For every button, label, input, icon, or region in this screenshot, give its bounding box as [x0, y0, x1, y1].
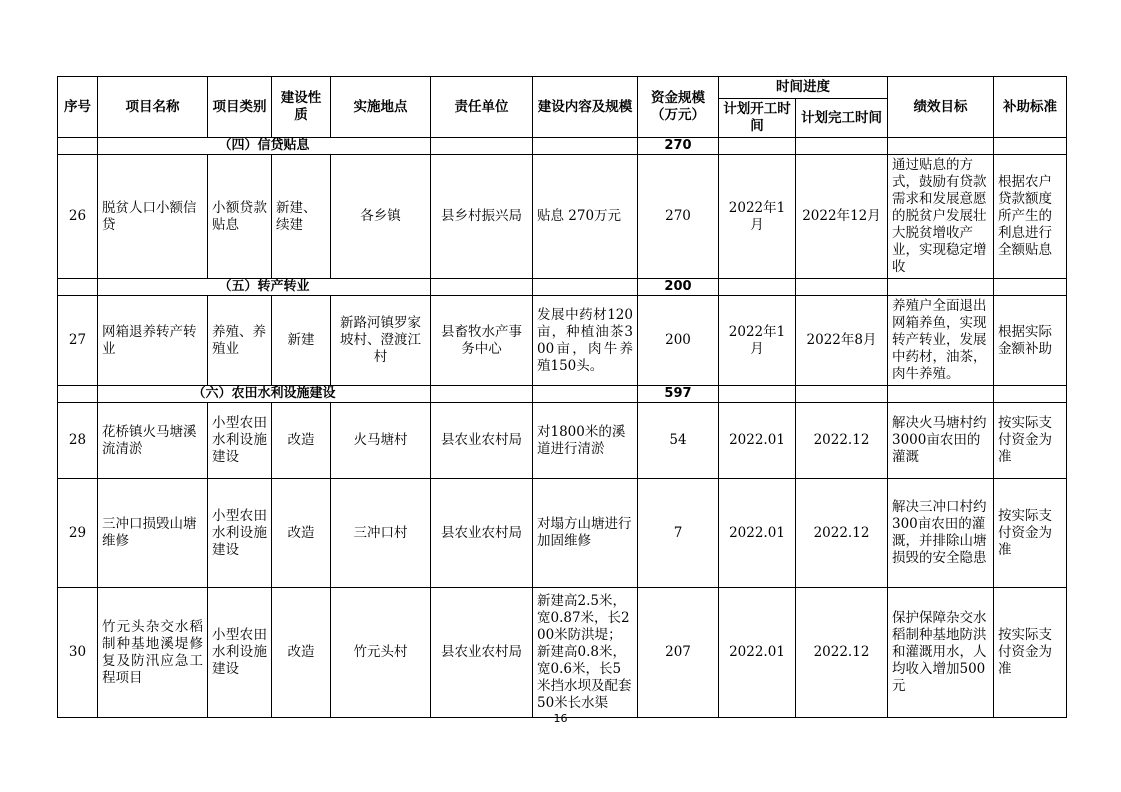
table-row: [58, 588, 1067, 718]
row-end: 2022.12: [796, 479, 888, 588]
header-nature: 建设性质: [272, 77, 331, 138]
section-total: 270: [638, 138, 719, 155]
row-start: 2022.01: [719, 588, 796, 718]
header-goal: 绩效目标: [888, 77, 994, 138]
row-location: 新路河镇罗家坡村、澄渡江村: [331, 296, 431, 386]
row-seq: 27: [58, 296, 98, 386]
row-content: 发展中药材120亩，种植油茶300亩，肉牛养殖150头。: [533, 296, 638, 386]
row-goal: 解决火马塘村约3000亩农田的灌溉: [888, 403, 994, 479]
row-category: 小型农田水利设施建设: [208, 479, 272, 588]
row-location: 各乡镇: [331, 155, 431, 279]
row-subsidy: 按实际支付资金为准: [994, 403, 1067, 479]
row-end: 2022.12: [796, 588, 888, 718]
table-row: [58, 479, 1067, 588]
row-start: 2022.01: [719, 403, 796, 479]
header-end: 计划完工时间: [796, 99, 888, 138]
row-unit: 县农业农村局: [431, 588, 533, 718]
row-funds: 54: [638, 403, 719, 479]
header-seq: 序号: [58, 77, 98, 138]
header-timeline: 时间进度: [719, 77, 888, 99]
row-subsidy: 根据农户贷款额度所产生的利息进行全额贴息: [994, 155, 1067, 279]
table-row: [58, 155, 1067, 279]
table-row: [58, 403, 1067, 479]
row-nature: 改造: [272, 403, 331, 479]
header-content: 建设内容及规模: [533, 77, 638, 138]
row-name: 网箱退养转产转业: [98, 296, 208, 386]
row-seq: 29: [58, 479, 98, 588]
row-funds: 200: [638, 296, 719, 386]
header-category: 项目类别: [208, 77, 272, 138]
row-start: 2022.01: [719, 479, 796, 588]
row-funds: 7: [638, 479, 719, 588]
row-goal: 养殖户全面退出网箱养鱼，实现转产转业，发展中药材，油茶，肉牛养殖。: [888, 296, 994, 386]
row-content: 对1800米的溪道进行清淤: [533, 403, 638, 479]
row-end: 2022.12: [796, 403, 888, 479]
row-nature: 新建: [272, 296, 331, 386]
table-row: [58, 296, 1067, 386]
row-funds: 207: [638, 588, 719, 718]
project-table: [57, 76, 1067, 718]
row-name: 三冲口损毁山塘维修: [98, 479, 208, 588]
row-category: 小型农田水利设施建设: [208, 403, 272, 479]
row-funds: 270: [638, 155, 719, 279]
row-subsidy: 按实际支付资金为准: [994, 588, 1067, 718]
section-row: [58, 386, 1067, 403]
header-unit: 责任单位: [431, 77, 533, 138]
page-number: 16: [553, 712, 568, 725]
row-nature: 新建、续建: [272, 155, 331, 279]
row-nature: 改造: [272, 479, 331, 588]
header-funds: 资金规模（万元）: [638, 77, 719, 138]
row-name: 花桥镇火马塘溪流清淤: [98, 403, 208, 479]
header-start: 计划开工时间: [719, 99, 796, 138]
row-goal: 解决三冲口村约300亩农田的灌溉，并排除山塘损毁的安全隐患: [888, 479, 994, 588]
section-title: （六）农田水利设施建设: [98, 386, 431, 403]
header-location: 实施地点: [331, 77, 431, 138]
row-category: 小额贷款贴息: [208, 155, 272, 279]
section-row: [58, 279, 1067, 296]
row-seq: 26: [58, 155, 98, 279]
section-total: 200: [638, 279, 719, 296]
row-name: 脱贫人口小额信贷: [98, 155, 208, 279]
row-end: 2022年12月: [796, 155, 888, 279]
row-content: 贴息 270万元: [533, 155, 638, 279]
row-end: 2022年8月: [796, 296, 888, 386]
row-location: 三冲口村: [331, 479, 431, 588]
row-content: 新建高2.5米，宽0.87米，长200米防洪堤；新建高0.8米，宽0.6米，长5米挡水坝及配套50米长水渠: [533, 588, 638, 718]
row-name: 竹元头杂交水稻制种基地溪堤修复及防汛应急工程项目: [98, 588, 208, 718]
header-name: 项目名称: [98, 77, 208, 138]
row-nature: 改造: [272, 588, 331, 718]
row-content: 对塌方山塘进行加固维修: [533, 479, 638, 588]
row-start: 2022年1月: [719, 155, 796, 279]
row-seq: 28: [58, 403, 98, 479]
section-row: [58, 138, 1067, 155]
row-unit: 县畜牧水产事务中心: [431, 296, 533, 386]
row-unit: 县农业农村局: [431, 479, 533, 588]
row-location: 竹元头村: [331, 588, 431, 718]
row-subsidy: 按实际支付资金为准: [994, 479, 1067, 588]
row-goal: 通过贴息的方式，鼓励有贷款需求和发展意愿的脱贫户发展壮大脱贫增收产业，实现稳定增收: [888, 155, 994, 279]
row-seq: 30: [58, 588, 98, 718]
row-category: 养殖、养殖业: [208, 296, 272, 386]
header-subsidy: 补助标准: [994, 77, 1067, 138]
row-subsidy: 根据实际金额补助: [994, 296, 1067, 386]
section-title: （四）信贷贴息: [98, 138, 431, 155]
section-total: 597: [638, 386, 719, 403]
row-goal: 保护保障杂交水稻制种基地防洪和灌溉用水，人均收入增加500元: [888, 588, 994, 718]
section-title: （五）转产转业: [98, 279, 431, 296]
row-unit: 县乡村振兴局: [431, 155, 533, 279]
row-location: 火马塘村: [331, 403, 431, 479]
row-unit: 县农业农村局: [431, 403, 533, 479]
row-start: 2022年1月: [719, 296, 796, 386]
row-category: 小型农田水利设施建设: [208, 588, 272, 718]
